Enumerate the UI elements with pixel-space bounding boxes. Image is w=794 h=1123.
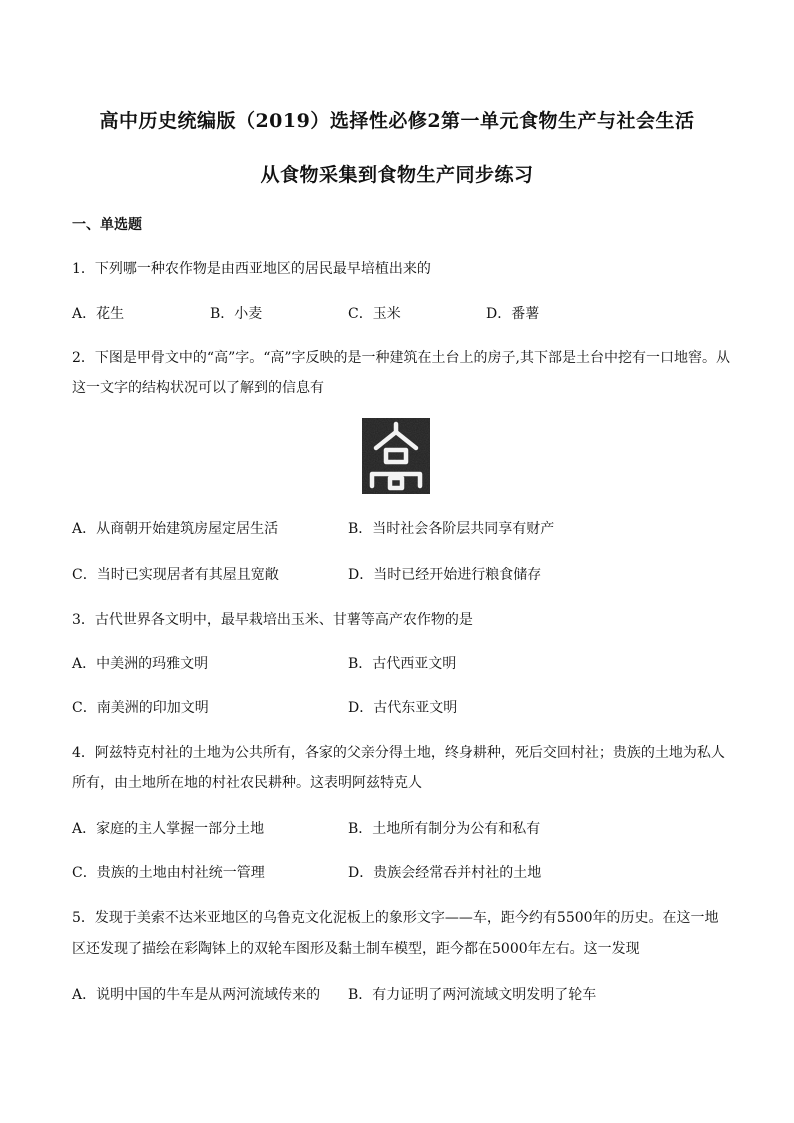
question-4-option-b: B．土地所有制分为公有和私有 xyxy=(348,821,541,837)
question-2-option-c: C．当时已实现居者有其屋且宽敞 xyxy=(72,567,279,583)
question-1-option-c: C．玉米 xyxy=(348,306,401,322)
question-3-option-b: B．古代西亚文明 xyxy=(348,656,457,672)
section-heading: 一、单选题 xyxy=(72,217,142,233)
question-4-option-a: A．家庭的主人掌握一部分土地 xyxy=(72,821,265,837)
question-3-option-d: D．古代东亚文明 xyxy=(348,700,458,716)
question-2-option-a: A．从商朝开始建筑房屋定居生活 xyxy=(72,521,279,537)
question-5-option-a: A．说明中国的牛车是从两河流域传来的 xyxy=(72,987,321,1003)
question-5-stem-line1: 5．发现于美索不达米亚地区的乌鲁克文化泥板上的象形文字——车，距今约有5500年的历史。在这一地 xyxy=(72,910,719,926)
question-5-stem-line2: 区还发现了描绘在彩陶钵上的双轮车图形及黏土制车模型，距今都在5000年左右。这一发现 xyxy=(72,941,640,957)
question-5-option-b: B．有力证明了两河流域文明发明了轮车 xyxy=(348,987,597,1003)
question-4-option-c: C．贵族的土地由村社统一管理 xyxy=(72,865,265,881)
question-1-option-b: B．小麦 xyxy=(210,306,263,322)
question-2-option-d: D．当时已经开始进行粮食储存 xyxy=(348,567,542,583)
question-3-stem: 3．古代世界各文明中，最早栽培出玉米、甘薯等高产农作物的是 xyxy=(72,612,473,628)
question-3-option-c: C．南美洲的印加文明 xyxy=(72,700,209,716)
oracle-bone-gao-image xyxy=(362,418,430,494)
question-4-stem-line2: 所有，由土地所在地的村社农民耕种。这表明阿兹特克人 xyxy=(72,775,422,791)
question-4-option-d: D．贵族会经常吞并村社的土地 xyxy=(348,865,542,881)
question-1-option-d: D．番薯 xyxy=(486,306,540,322)
question-3-option-a: A．中美洲的玛雅文明 xyxy=(72,656,209,672)
document-subtitle: 从食物采集到食物生产同步练习 xyxy=(260,164,534,186)
question-1-option-a: A．花生 xyxy=(72,306,125,322)
document-title: 高中历史统编版（2019）选择性必修2第一单元食物生产与社会生活 xyxy=(99,110,695,132)
question-2-stem-line1: 2．下图是甲骨文中的“高”字。“高”字反映的是一种建筑在土台上的房子,其下部是土台中挖有一口地窖。从 xyxy=(72,350,730,366)
question-1-stem: 1．下列哪一种农作物是由西亚地区的居民最早培植出来的 xyxy=(72,261,431,277)
question-4-stem-line1: 4．阿兹特克村社的土地为公共所有，各家的父亲分得土地，终身耕种，死后交回村社；贵族的土地为私人 xyxy=(72,745,725,761)
question-2-stem-line2: 这一文字的结构状况可以了解到的信息有 xyxy=(72,380,324,396)
question-2-option-b: B．当时社会各阶层共同享有财产 xyxy=(348,521,555,537)
